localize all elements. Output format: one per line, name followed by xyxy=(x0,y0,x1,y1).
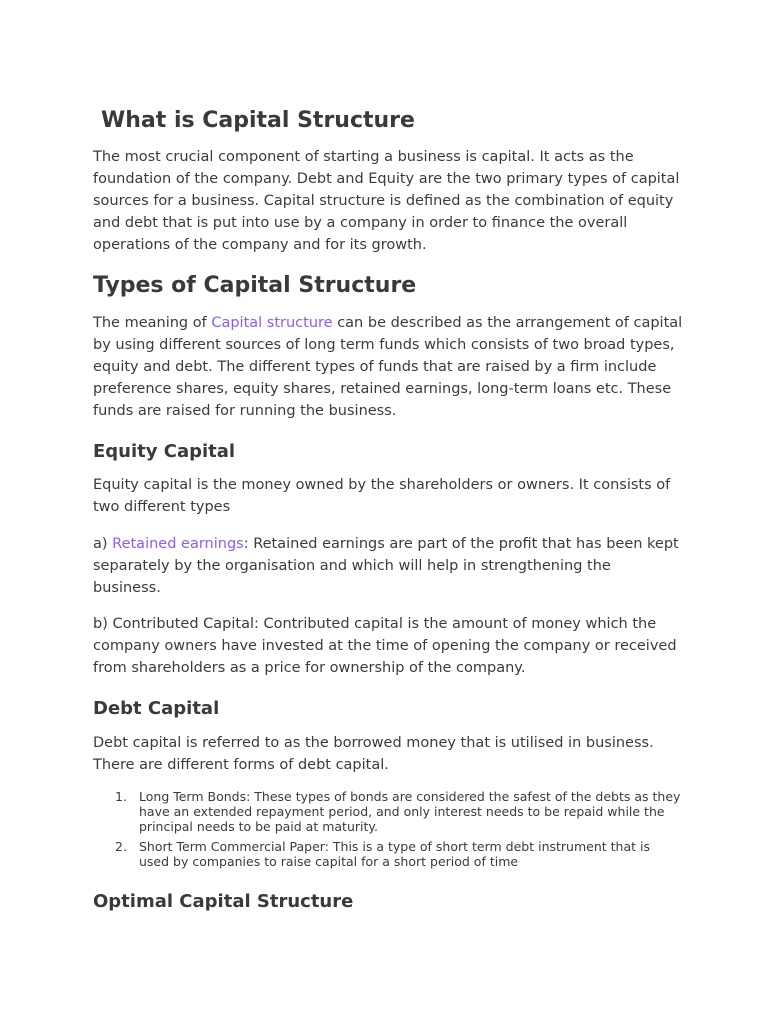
equity-paragraph: Equity capital is the money owned by the shareholders or owners. It consists of two different types xyxy=(93,477,671,515)
retained-earnings-text: : Retained earnings are part of the profit that has been kept separately by the organisation and which will help in strengthening the business. xyxy=(93,536,679,596)
retained-earnings-paragraph xyxy=(93,533,683,599)
list-item xyxy=(93,839,683,869)
types-text-before-link: The meaning of xyxy=(93,315,212,331)
debt-forms-list xyxy=(93,789,683,874)
capital-structure-link[interactable]: Capital structure xyxy=(211,315,333,331)
equity-heading: Equity Capital xyxy=(93,441,236,462)
item-a-prefix: a) xyxy=(93,536,113,552)
list-item-number: 1. xyxy=(115,789,127,804)
contributed-capital-paragraph: b) Contributed Capital: Contributed capital is the amount of money which the company owners have invested at the time of opening the company or received from shareholders as a price for ownership of the company. xyxy=(93,616,677,676)
debt-paragraph: Debt capital is referred to as the borrowed money that is utilised in business. There are different forms of debt capital. xyxy=(93,735,654,773)
list-item-number: 2. xyxy=(115,839,127,854)
page-title: What is Capital Structure xyxy=(101,108,415,133)
retained-earnings-link[interactable]: Retained earnings xyxy=(112,536,244,552)
debt-heading: Debt Capital xyxy=(93,698,220,719)
types-heading: Types of Capital Structure xyxy=(93,273,417,298)
optimal-heading: Optimal Capital Structure xyxy=(93,891,354,912)
list-item xyxy=(93,789,683,834)
list-item-text: Short Term Commercial Paper: This is a type of short term debt instrument that is used by companies to raise capital for a short period of time xyxy=(139,839,650,869)
types-paragraph xyxy=(93,312,683,422)
list-item-text: Long Term Bonds: These types of bonds are considered the safest of the debts as they have an extended repayment period, and only interest needs to be repaid while the principal needs to be paid at maturity. xyxy=(139,789,681,834)
types-text-after-link: can be described as the arrangement of capital by using different sources of long term funds which consists of two broad types, equity and debt. The different types of funds that are raised by a firm include preference shares, equity shares, retained earnings, long-term loans etc. These funds are raised for running the business. xyxy=(93,315,683,419)
intro-paragraph: The most crucial component of starting a business is capital. It acts as the foundation of the company. Debt and Equity are the two primary types of capital sources for a business. Capital structure is defined as the combination of equity and debt that is put into use by a company in order to finance the overall operations of the company and for its growth. xyxy=(93,149,680,253)
